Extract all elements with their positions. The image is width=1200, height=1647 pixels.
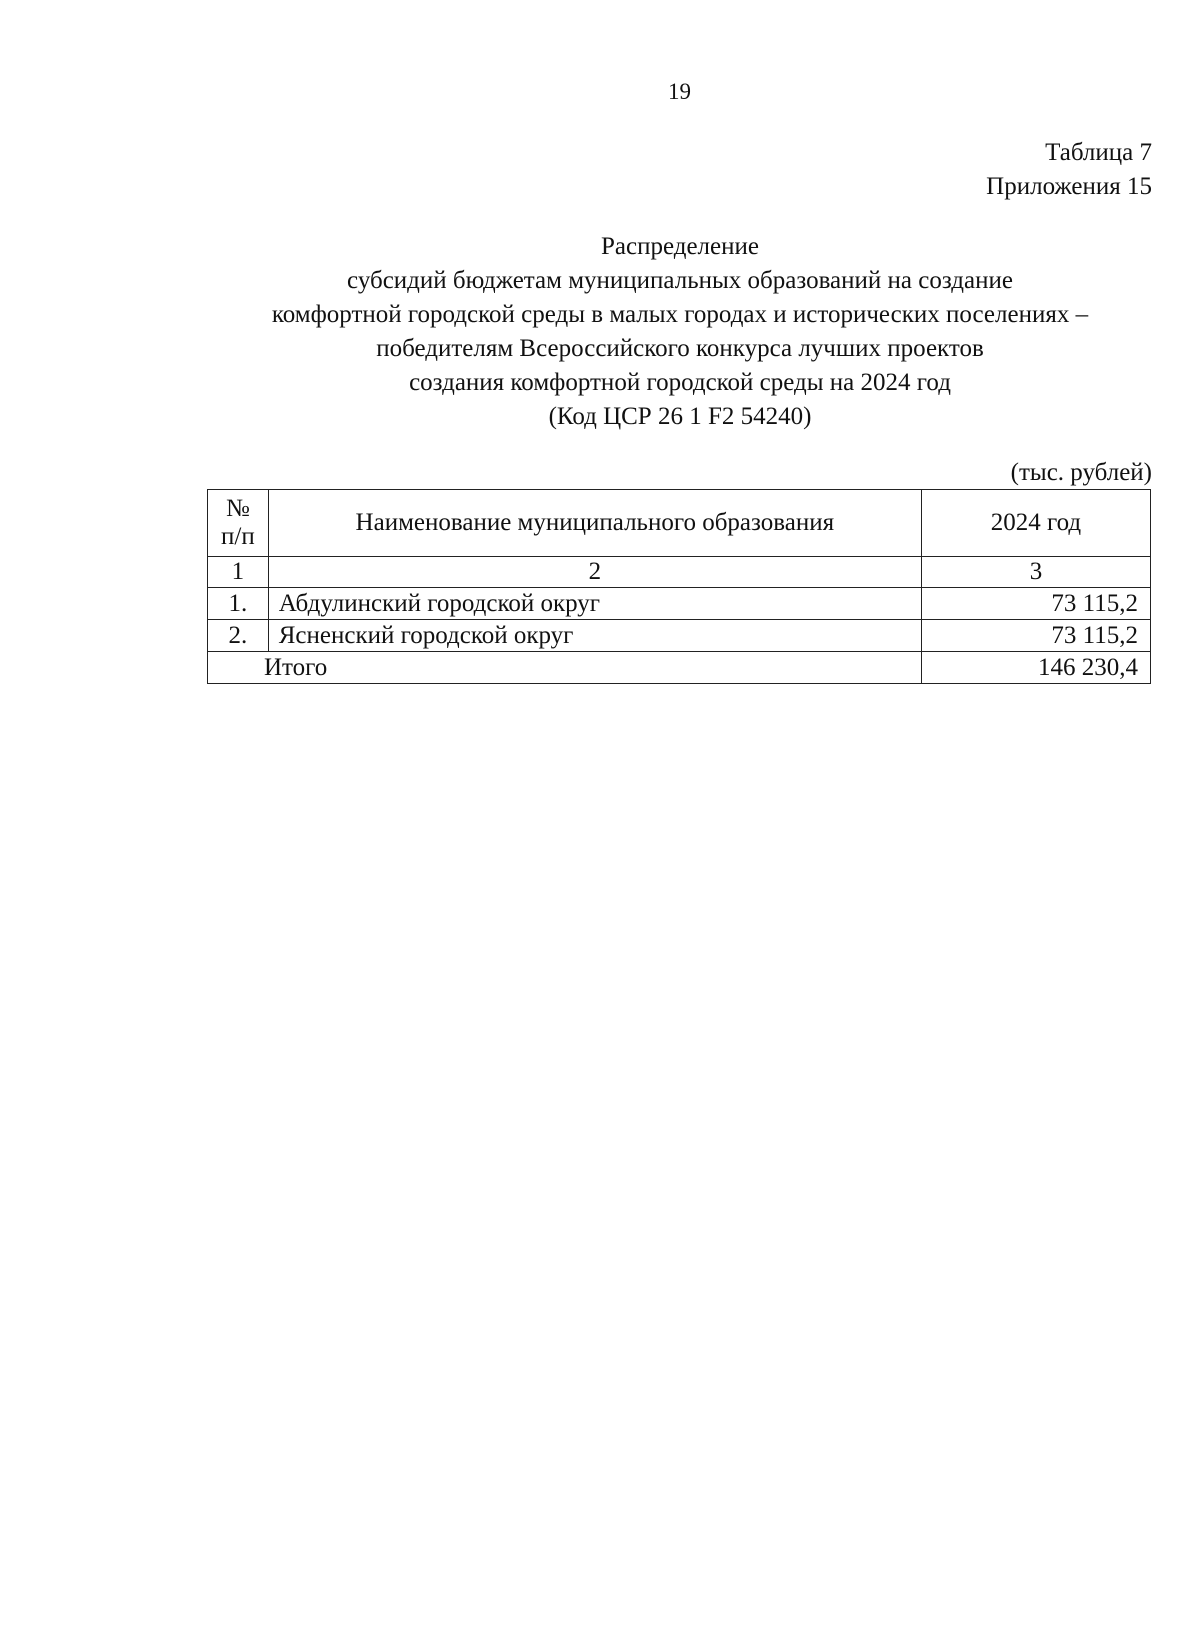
title-line-2: субсидий бюджетам муниципальных образований на создание — [347, 267, 1013, 294]
total-value: 146 230,4 — [921, 652, 1150, 684]
header-name: Наименование муниципального образования — [268, 490, 921, 557]
table-row — [208, 588, 1151, 620]
header-number-line-2: п/п — [221, 523, 255, 550]
column-index-3: 3 — [921, 557, 1150, 588]
total-row — [208, 652, 1151, 684]
row-value: 73 115,2 — [921, 620, 1150, 652]
page-number: 19 — [668, 79, 691, 104]
column-index-2: 2 — [268, 557, 921, 588]
row-name: Абдулинский городской округ — [268, 588, 921, 620]
title-line-1: Распределение — [601, 233, 759, 260]
title-line-6: (Код ЦСР 26 1 F2 54240) — [548, 403, 812, 430]
row-number: 1. — [208, 588, 269, 620]
column-index-row — [208, 557, 1151, 588]
title-line-4: победителям Всероссийского конкурса лучших проектов — [376, 335, 984, 362]
row-number: 2. — [208, 620, 269, 652]
title-line-3: комфортной городской среды в малых городах и исторических поселениях – — [271, 301, 1089, 328]
table-ref-line-1: Таблица 7 — [1045, 139, 1152, 166]
table-ref-line-2: Приложения 15 — [986, 173, 1152, 200]
row-name: Ясненский городской округ — [268, 620, 921, 652]
row-value: 73 115,2 — [921, 588, 1150, 620]
header-number-line-1: № — [225, 495, 250, 522]
title-line-5: создания комфортной городской среды на 2024 год — [409, 369, 951, 396]
table-row — [208, 620, 1151, 652]
total-label: Итого — [208, 652, 922, 684]
table-header-row — [208, 490, 1151, 557]
column-index-1: 1 — [208, 557, 269, 588]
document-title — [200, 230, 1160, 434]
header-number — [208, 490, 269, 557]
table-reference — [986, 136, 1152, 204]
units-label: (тыс. рублей) — [1010, 459, 1152, 486]
header-value: 2024 год — [921, 490, 1150, 557]
subsidy-table — [207, 489, 1151, 684]
